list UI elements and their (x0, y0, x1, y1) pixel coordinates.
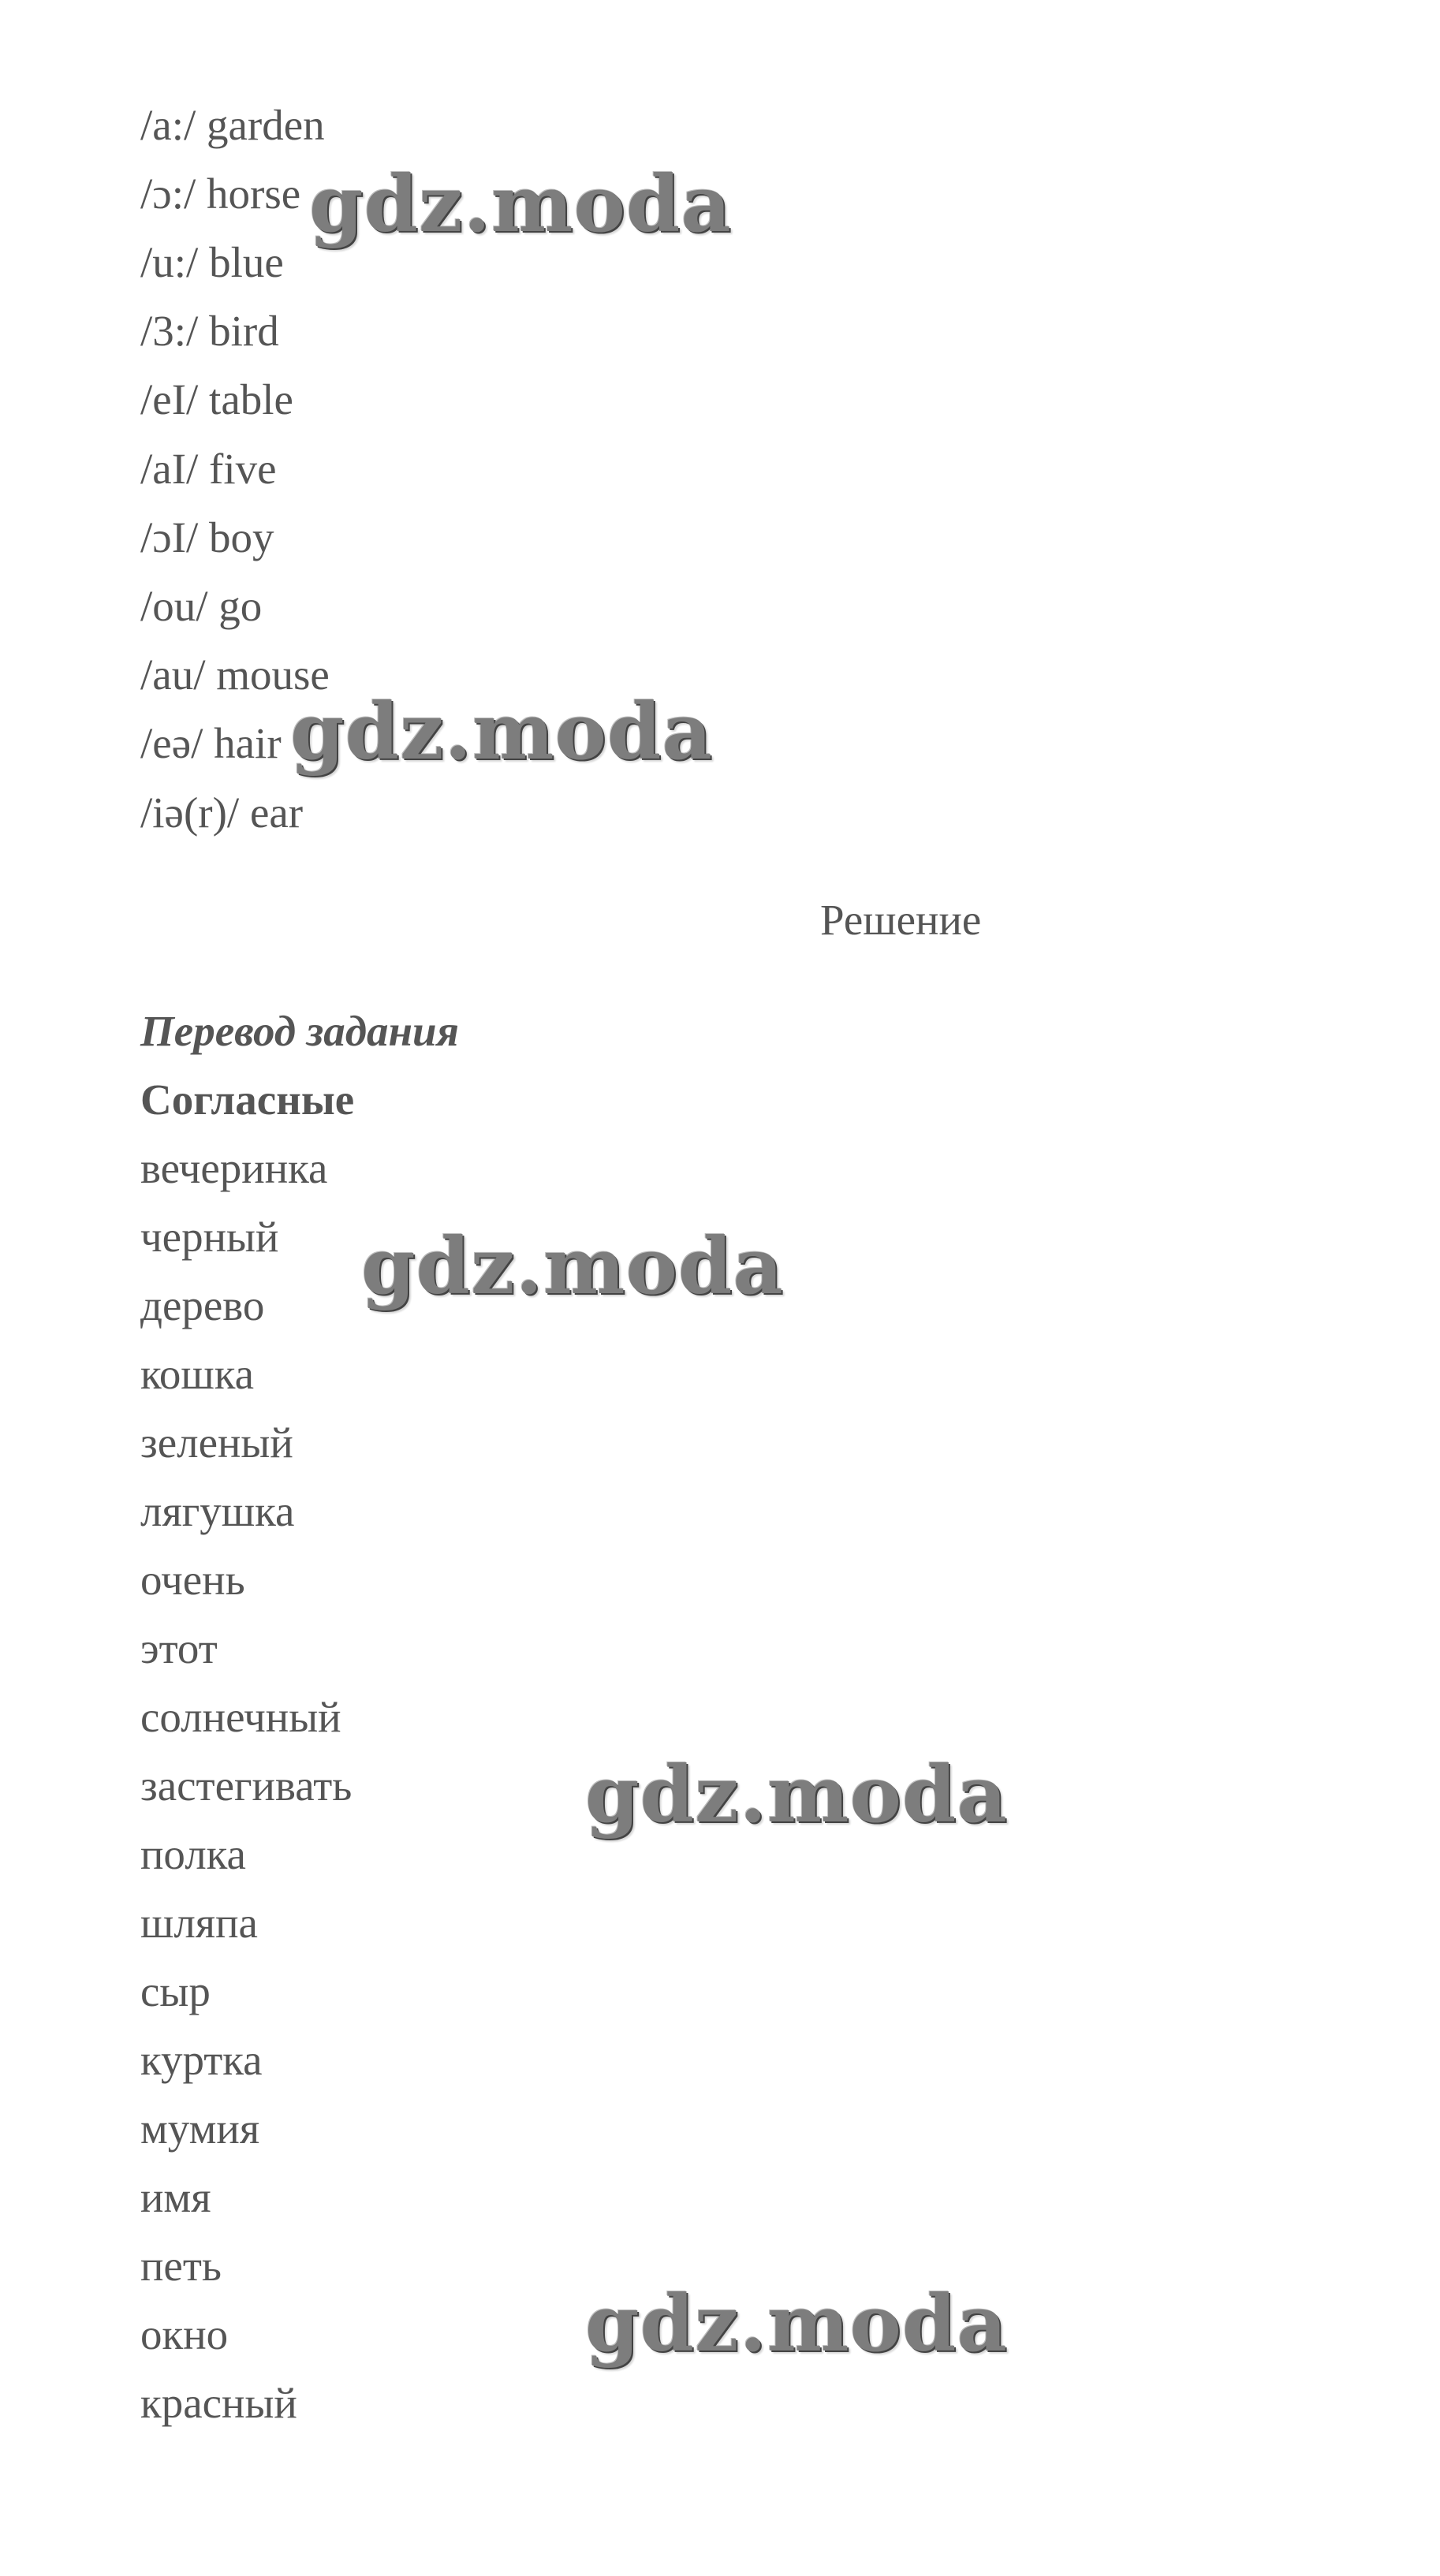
solution-heading: Решение (820, 896, 982, 944)
phonetic-line: /aI/ five (140, 445, 277, 493)
word-line: дерево (140, 1281, 265, 1329)
phonetic-line: /a:/ garden (140, 101, 325, 149)
word-line: красный (140, 2379, 297, 2427)
phonetic-line: /3:/ bird (140, 307, 279, 355)
word-line: мумия (140, 2104, 260, 2153)
phonetic-line: /eI/ table (140, 375, 293, 423)
word-line: этот (140, 1624, 218, 1672)
phonetic-line: /iə(r)/ ear (140, 788, 304, 837)
phonetic-line: /u:/ blue (140, 238, 284, 286)
phonetic-line: /ɔ:/ horse (140, 170, 301, 218)
word-line: кошка (140, 1350, 255, 1398)
phonetic-line: /eə/ hair (140, 719, 282, 767)
phonetic-line: /au/ mouse (140, 651, 330, 699)
word-line: застегивать (140, 1761, 353, 1810)
watermark: gdz.moda (361, 1221, 784, 1312)
phonetic-line: /ou/ go (140, 582, 263, 630)
word-line: сыр (140, 1967, 211, 2015)
word-line: лягушка (140, 1487, 295, 1535)
word-line: вечеринка (140, 1144, 328, 1192)
word-line: куртка (140, 2036, 263, 2084)
consonants-heading: Согласные (140, 1076, 355, 1124)
word-line: шляпа (140, 1899, 258, 1947)
watermark: gdz.moda (585, 1750, 1008, 1840)
word-line: окно (140, 2310, 229, 2358)
watermark: gdz.moda (585, 2279, 1008, 2369)
word-line: зеленый (140, 1418, 293, 1467)
word-line: очень (140, 1556, 245, 1604)
translation-heading: Перевод задания (140, 1007, 459, 1055)
phonetic-line: /ɔI/ boy (140, 513, 274, 561)
word-line: солнечный (140, 1693, 341, 1741)
word-line: петь (140, 2242, 222, 2290)
watermark: gdz.moda (290, 687, 713, 777)
word-line: черный (140, 1213, 279, 1261)
watermark: gdz.moda (309, 159, 732, 250)
word-line: полка (140, 1830, 246, 1878)
word-line: имя (140, 2173, 211, 2221)
